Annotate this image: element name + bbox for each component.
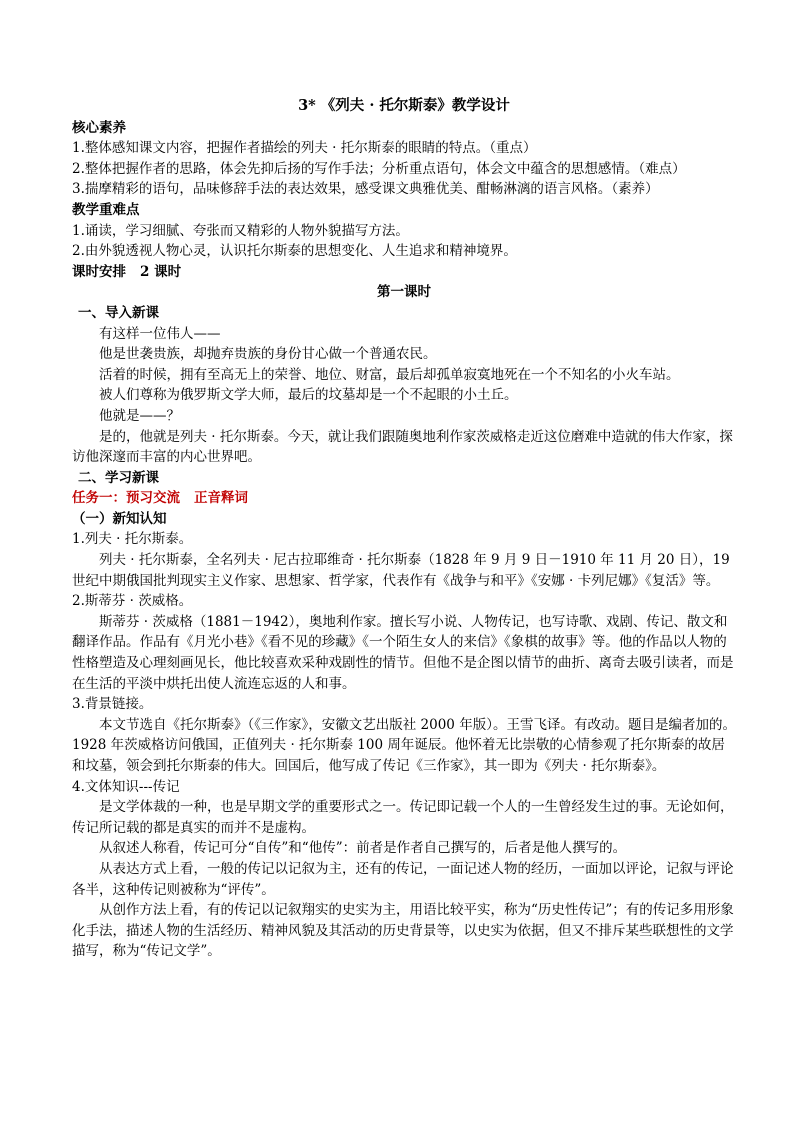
- item-paragraph: 从表达方式上看，一般的传记以记叙为主，还有的传记，一面记述人物的经历，一面加以评论，记叙与评论各半，这种传记则被称为“评传”。: [72, 860, 734, 898]
- intro-paragraph: 他就是——？: [99, 407, 180, 424]
- key-point-item: 2.由外貌透视人物心灵，认识托尔斯泰的思想变化、人生追求和精神境界。: [72, 243, 517, 260]
- item-heading: 4.文体知识---传记: [72, 778, 180, 795]
- core-literacy-heading: 核心素养: [72, 119, 126, 136]
- intro-paragraph: 他是世袭贵族，却抛弃贵族的身份甘心做一个普通农民。: [99, 346, 437, 363]
- sub-heading: （一）新知认知: [72, 510, 167, 527]
- key-points-heading: 教学重难点: [72, 201, 140, 218]
- item-paragraph: 斯蒂芬 · 茨威格（1881－1942），奥地利作家。擅长写小说、人物传记，也写诗歌、戏剧、传记、散文和翻译作品。作品有《月光小巷》《看不见的珍藏》《一个陌生女人的来信》《象棋的故事》等。他的作品以人物的性格塑造及心理刻画见长，他比较喜欢采种戏剧性的情节。但他不是企图以情节的曲折、离奇去吸引读者，而是在生活的平淡中烘托出使人流连忘返的人和事。: [72, 613, 734, 692]
- task-label-2: 正音释词: [194, 490, 248, 507]
- item-paragraph: 是文学体裁的一种，也是早期文学的重要形式之一。传记即记载一个人的一生曾经发生过的事。无论如何，传记所记载的都是真实的而并不是虚构。: [72, 799, 734, 836]
- document-page: [72, 96, 736, 962]
- core-literacy-item: 1.整体感知课文内容，把握作者描绘的列夫 · 托尔斯泰的眼睛的特点。（重点）: [72, 140, 537, 157]
- item-paragraph: 本文节选自《托尔斯泰》（《三作家》，安徽文艺出版社 2000 年版）。王雪飞译。有改动。题目是编者加的。1928 年茨威格访问俄国，正值列夫 · 托尔斯泰 100 周年诞辰。他怀着无比崇敬的心情参观了托尔斯泰的故居和坟墓，领会到托尔斯泰的伟大。回国后，他写成了传记《三作家》，其一即为《列夫 · 托尔斯泰》。: [72, 716, 736, 774]
- item-paragraph: 从叙述人称看，传记可分“自传”和“他传”：前者是作者自己撰写的，后者是他人撰写的。: [99, 840, 627, 857]
- item-heading: 3.背景链接。: [72, 696, 153, 713]
- item-paragraph: 从创作方法上看，有的传记以记叙翔实的史实为主，用语比较平实，称为“历史性传记”；有的传记多用形象化手法，描述人物的生活经历、精神风貌及其活动的历史背景等，以史实为依据，但又不排斥某些联想性的文学描写，称为“传记文学”。: [72, 902, 734, 960]
- lesson-heading: 第一课时: [377, 284, 431, 301]
- item-paragraph: 列夫 · 托尔斯泰，全名列夫 · 尼古拉耶维奇 · 托尔斯泰（1828 年 9 月 9 日－1910 年 11 月 20 日），19 世纪中期俄国批判现实主义作家、思想家、哲学家，代表作有《战争与和平》《安娜 · 卡列尼娜》《复活》等。: [72, 552, 730, 589]
- section-heading: 一、导入新课: [78, 304, 159, 321]
- intro-paragraph: 被人们尊称为俄罗斯文学大师，最后的坟墓却是一个不起眼的小土丘。: [99, 387, 518, 404]
- item-heading: 1.列夫 · 托尔斯泰。: [72, 531, 193, 548]
- intro-paragraph: 活着的时候，拥有至高无上的荣誉、地位、财富，最后却孤单寂寞地死在一个不知名的小火车站。: [99, 366, 680, 383]
- schedule-label: 课时安排: [72, 263, 126, 280]
- section-heading: 二、学习新课: [78, 469, 159, 486]
- page-title: 3* 《列夫 · 托尔斯泰》教学设计: [298, 97, 510, 114]
- task-label: 任务一：预习交流: [72, 490, 180, 507]
- task-heading: [72, 488, 736, 509]
- intro-paragraph: 有这样一位伟人——: [99, 325, 221, 342]
- key-point-item: 1.诵读，学习细腻、夸张而又精彩的人物外貌描写方法。: [72, 222, 409, 239]
- intro-paragraph: 是的，他就是列夫 · 托尔斯泰。今天，就让我们跟随奥地利作家茨威格走近这位磨难中造就的伟大作家，探访他深邃而丰富的内心世界吧。: [72, 428, 733, 466]
- schedule: [72, 262, 736, 283]
- item-heading: 2.斯蒂芬 · 茨威格。: [72, 593, 193, 610]
- core-literacy-item: 2.整体把握作者的思路，体会先抑后扬的写作手法；分析重点语句，体会文中蕴含的思想感情。（难点）: [72, 160, 686, 177]
- core-literacy-item: 3.揣摩精彩的语句，品味修辞手法的表达效果，感受课文典雅优美、酣畅淋漓的语言风格。（素养）: [72, 181, 659, 198]
- schedule-value: 2 课时: [140, 263, 182, 280]
